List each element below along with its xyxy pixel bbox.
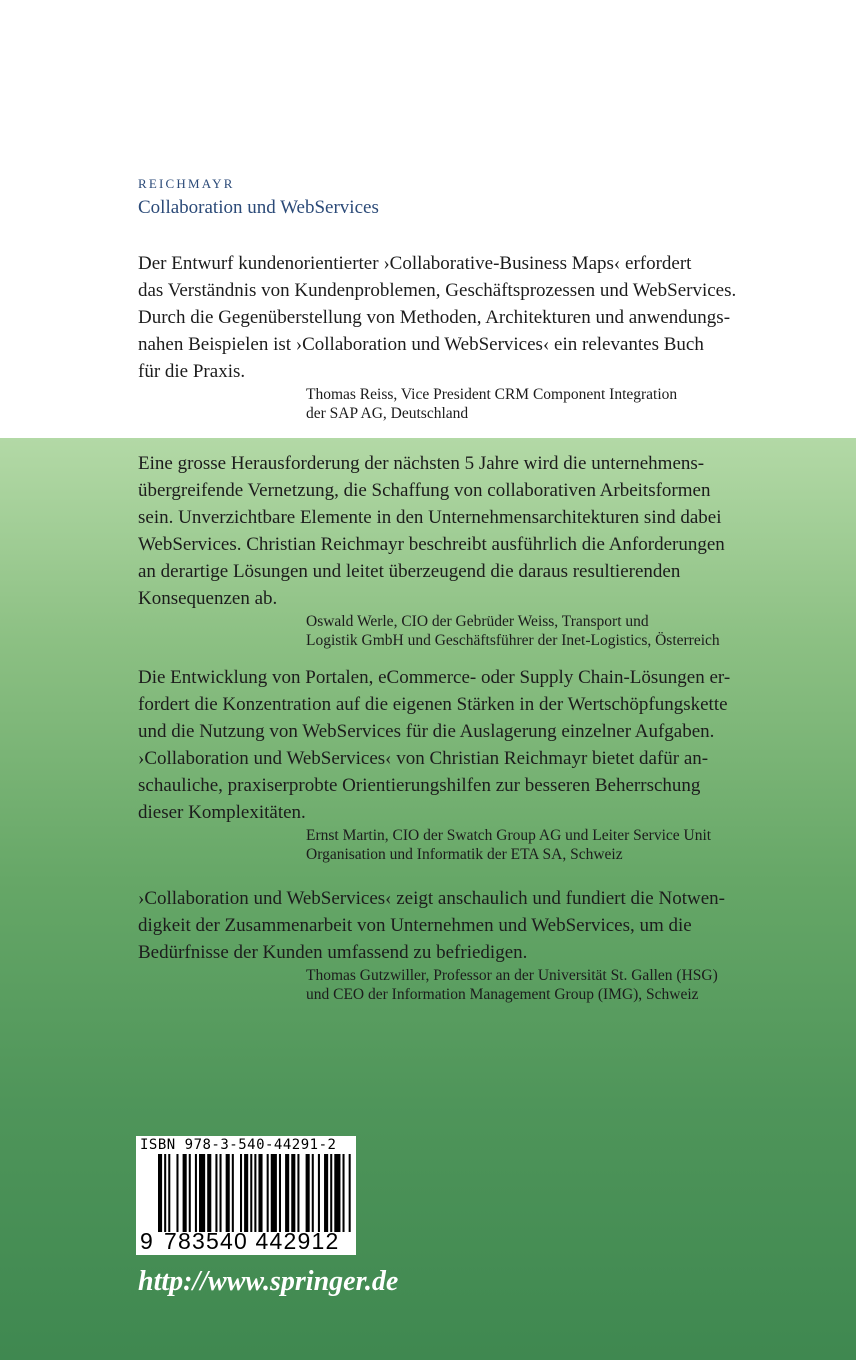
barcode-bar — [158, 1154, 162, 1232]
book-title: Collaboration und WebServices — [138, 197, 379, 218]
barcode-bar — [168, 1154, 170, 1232]
quote-text: ›Collaboration und WebServices‹ zeigt anschaulich und fundiert die Notwen- digkeit der Zusammenarbeit von Unternehmen und WebServices, um die Bedürfnisse der Kunden umfassend zu befriedigen. — [138, 888, 725, 963]
barcode-bar — [250, 1154, 252, 1232]
barcode-bar — [232, 1154, 234, 1232]
author-name: REICHMAYR — [138, 176, 235, 191]
barcode-bar — [297, 1154, 299, 1232]
publisher-url: http://www.springer.de — [138, 1266, 399, 1297]
barcode-bar — [306, 1154, 310, 1232]
barcode-bar — [291, 1154, 295, 1232]
isbn-barcode-panel — [136, 1136, 356, 1255]
barcode-bar — [244, 1154, 248, 1232]
barcode-bar — [240, 1154, 242, 1232]
barcode-bar — [195, 1154, 197, 1232]
barcode-bar — [189, 1154, 191, 1232]
barcode-bar — [215, 1154, 217, 1232]
quote-werle — [138, 450, 778, 650]
barcode-bar — [176, 1154, 178, 1232]
barcode-bar — [324, 1154, 328, 1232]
quote-gutzwiller — [138, 885, 778, 1004]
barcode-bar — [349, 1154, 351, 1232]
barcode-bar — [343, 1154, 345, 1232]
quote-source: Oswald Werle, CIO der Gebrüder Weiss, Transport und Logistik GmbH und Geschäftsführer der Inet-Logistics, Österreich — [306, 613, 720, 649]
ean-first-digit: 9 — [140, 1228, 153, 1254]
isbn-label: ISBN 978-3-540-44291-2 — [140, 1137, 337, 1153]
quote-source: Thomas Reiss, Vice President CRM Component Integration der SAP AG, Deutschland — [306, 386, 678, 422]
barcode-bar — [330, 1154, 332, 1232]
barcode-bar — [199, 1154, 205, 1232]
barcode-bar — [318, 1154, 320, 1232]
barcode-bar — [207, 1154, 211, 1232]
barcode-bar — [271, 1154, 277, 1232]
barcode-bar — [254, 1154, 256, 1232]
quote-martin — [138, 664, 778, 864]
quote-text: Eine grosse Herausforderung der nächsten 5 Jahre wird die unternehmens- übergreifende Vernetzung, die Schaffung von collaborativen Arbeitsformen sein. Unverzichtbare Elemente in den Unternehmensarchitekturen sind dabei WebServices. Christian Reichmayr beschreibt ausführlich die Anforderungen an derartige Lösungen und leitet überzeugend die daraus resultierenden Konsequenzen ab. — [138, 453, 725, 609]
ean-digits: 783540 442912 — [164, 1228, 340, 1254]
barcode-bar — [267, 1154, 269, 1232]
quote-source: Ernst Martin, CIO der Swatch Group AG und Leiter Service Unit Organisation und Informatik der ETA SA, Schweiz — [306, 827, 712, 863]
barcode-bar — [183, 1154, 187, 1232]
barcode-bar — [220, 1154, 222, 1232]
barcode-bar — [312, 1154, 314, 1232]
barcode-graphic — [136, 1154, 356, 1232]
barcode-bar — [226, 1154, 230, 1232]
quote-text: Die Entwicklung von Portalen, eCommerce- oder Supply Chain-Lösungen er- fordert die Konzentration auf die eigenen Stärken in der Wertschöpfungskette und die Nutzung von WebServices für die Auslagerung einzelner Aufgaben. ›Collaboration und WebServices‹ von Christian Reichmayr bietet dafür an- schauliche, praxiserprobte Orientierungshilfen zur besseren Beherrschung dieser Komplexitäten. — [138, 667, 731, 823]
quote-reiss — [138, 250, 778, 423]
quote-text: Der Entwurf kundenorientierter ›Collaborative-Business Maps‹ erfordert das Verständnis von Kundenproblemen, Geschäftsprozessen und WebServices. Durch die Gegenüberstellung von Methoden, Architekturen und anwendungs- nahen Beispielen ist ›Collaboration und WebServices‹ ein relevantes Buch für die Praxis. — [138, 253, 737, 382]
barcode-bar — [334, 1154, 340, 1232]
barcode-bar — [279, 1154, 281, 1232]
barcode-bar — [258, 1154, 262, 1232]
barcode-bar — [285, 1154, 289, 1232]
quote-source: Thomas Gutzwiller, Professor an der Universität St. Gallen (HSG) und CEO der Information Management Group (IMG), Schweiz — [306, 967, 718, 1003]
barcode-bar — [164, 1154, 166, 1232]
